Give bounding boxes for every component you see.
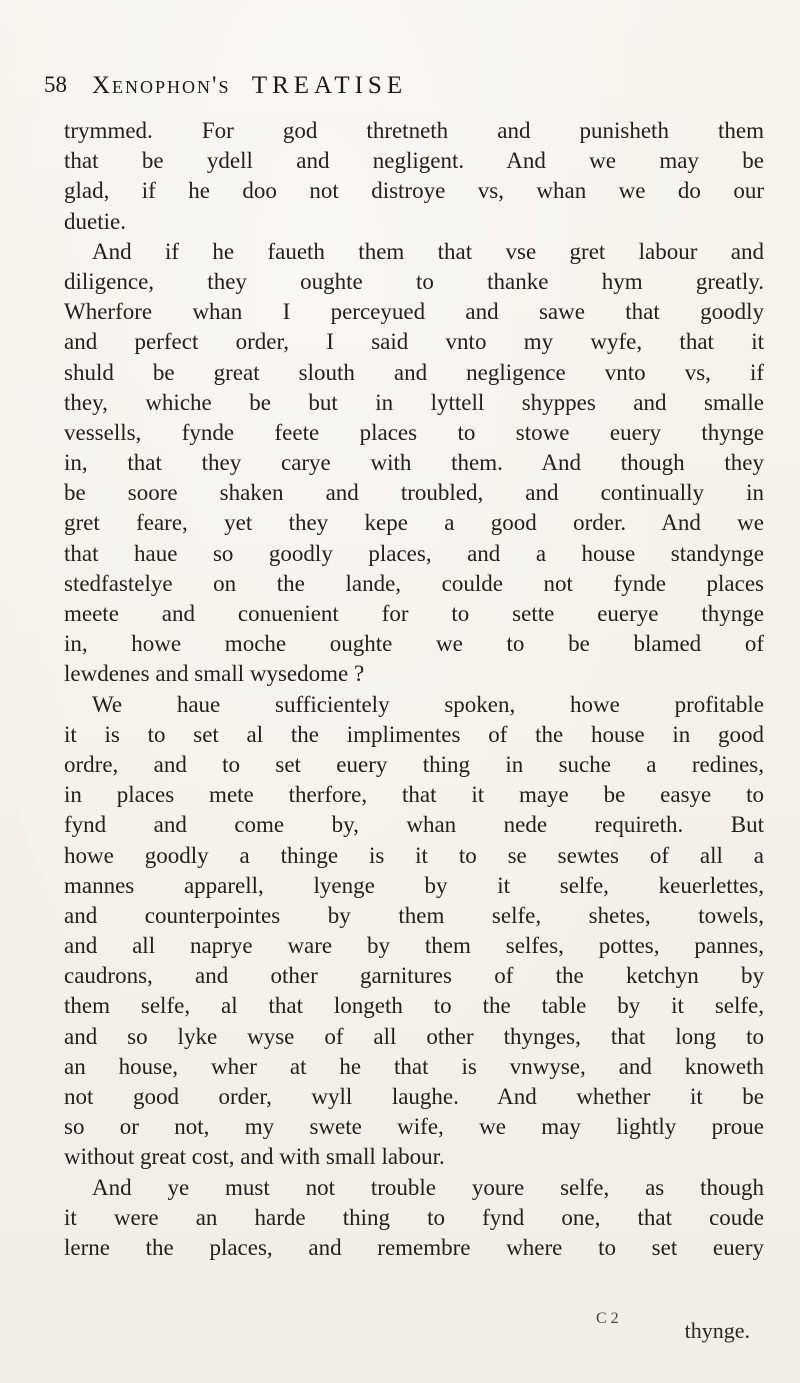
- text-line: they, whiche be but in lyttell shyppes and smalle: [64, 389, 764, 415]
- text-line: meete and conuenient for to sette euerye thynge: [64, 601, 764, 626]
- text-line: Wherfore whan I perceyued and sawe that goodly: [64, 299, 764, 325]
- text-line: and perfect order, I said vnto my wyfe, that it: [64, 329, 764, 355]
- text-line: in places mete therfore, that it maye be easye to: [64, 782, 764, 808]
- text-line: that haue so goodly places, and a house standynge: [64, 540, 764, 566]
- text-line: and all naprye ware by them selfes, pottes, pannes,: [64, 933, 764, 959]
- text-line: in, that they carye with them. And though they: [64, 450, 764, 476]
- text-line: be soore shaken and troubled, and continually in: [64, 480, 764, 506]
- text-line: an house, wher at he that is vnwyse, and knoweth: [64, 1053, 764, 1079]
- body-text: [64, 116, 764, 1263]
- text-line: and counterpointes by them selfe, shetes, towels,: [64, 902, 764, 928]
- running-title-work: TREATISE: [251, 72, 408, 99]
- text-line: it were an harde thing to fynd one, that coude: [64, 1204, 764, 1230]
- page-number: 58: [44, 72, 67, 97]
- text-line: fynd and come by, whan nede requireth. But: [64, 812, 764, 838]
- text-line: that be ydell and negligent. And we may be: [64, 148, 764, 174]
- text-line: vessells, fynde feete places to stowe euery thynge: [64, 419, 764, 445]
- text-line: diligence, they oughte to thanke hym greatly.: [64, 268, 764, 294]
- text-line: caudrons, and other garnitures of the ketchyn by: [64, 963, 764, 989]
- text-line: not good order, wyll laughe. And whether it be: [64, 1084, 764, 1109]
- text-line: We haue sufficientely spoken, howe profitable: [92, 691, 764, 717]
- text-line: them selfe, al that longeth to the table by it selfe,: [64, 993, 764, 1019]
- signature-mark: C 2: [596, 1310, 619, 1327]
- text-line: And if he faueth them that vse gret labour and: [92, 238, 764, 264]
- text-line: shuld be great slouth and negligence vnto vs, if: [64, 359, 764, 385]
- text-line: it is to set al the implimentes of the house in good: [64, 721, 764, 747]
- text-line: And ye must not trouble youre selfe, as though: [92, 1174, 764, 1200]
- text-line: glad, if he doo not distroye vs, whan we do our: [64, 178, 764, 204]
- running-title: [92, 72, 407, 100]
- text-line: mannes apparell, lyenge by it selfe, keuerlettes,: [64, 872, 764, 898]
- text-line: in, howe moche oughte we to be blamed of: [64, 631, 764, 657]
- text-line: ordre, and to set euery thing in suche a redines,: [64, 751, 764, 777]
- text-line: lerne the places, and remembre where to set euery: [64, 1234, 764, 1260]
- text-line: without great cost, and with small labour.: [64, 1144, 445, 1170]
- text-line: stedfastelye on the lande, coulde not fynde places: [64, 570, 764, 596]
- text-line: gret feare, yet they kepe a good order. And we: [64, 510, 764, 536]
- text-line: lewdenes and small wysedome ?: [64, 661, 365, 687]
- text-line: and so lyke wyse of all other thynges, that long to: [64, 1023, 764, 1049]
- text-line: trymmed. For god thretneth and punisheth them: [64, 118, 764, 143]
- text-line: so or not, my swete wife, we may lightly proue: [64, 1114, 764, 1140]
- running-title-author: Xenophon's: [92, 72, 231, 99]
- catchword: thynge.: [684, 1318, 750, 1343]
- text-line: howe goodly a thinge is it to se sewtes of all a: [64, 842, 764, 868]
- running-header: [44, 72, 764, 112]
- text-line: duetie.: [64, 208, 126, 234]
